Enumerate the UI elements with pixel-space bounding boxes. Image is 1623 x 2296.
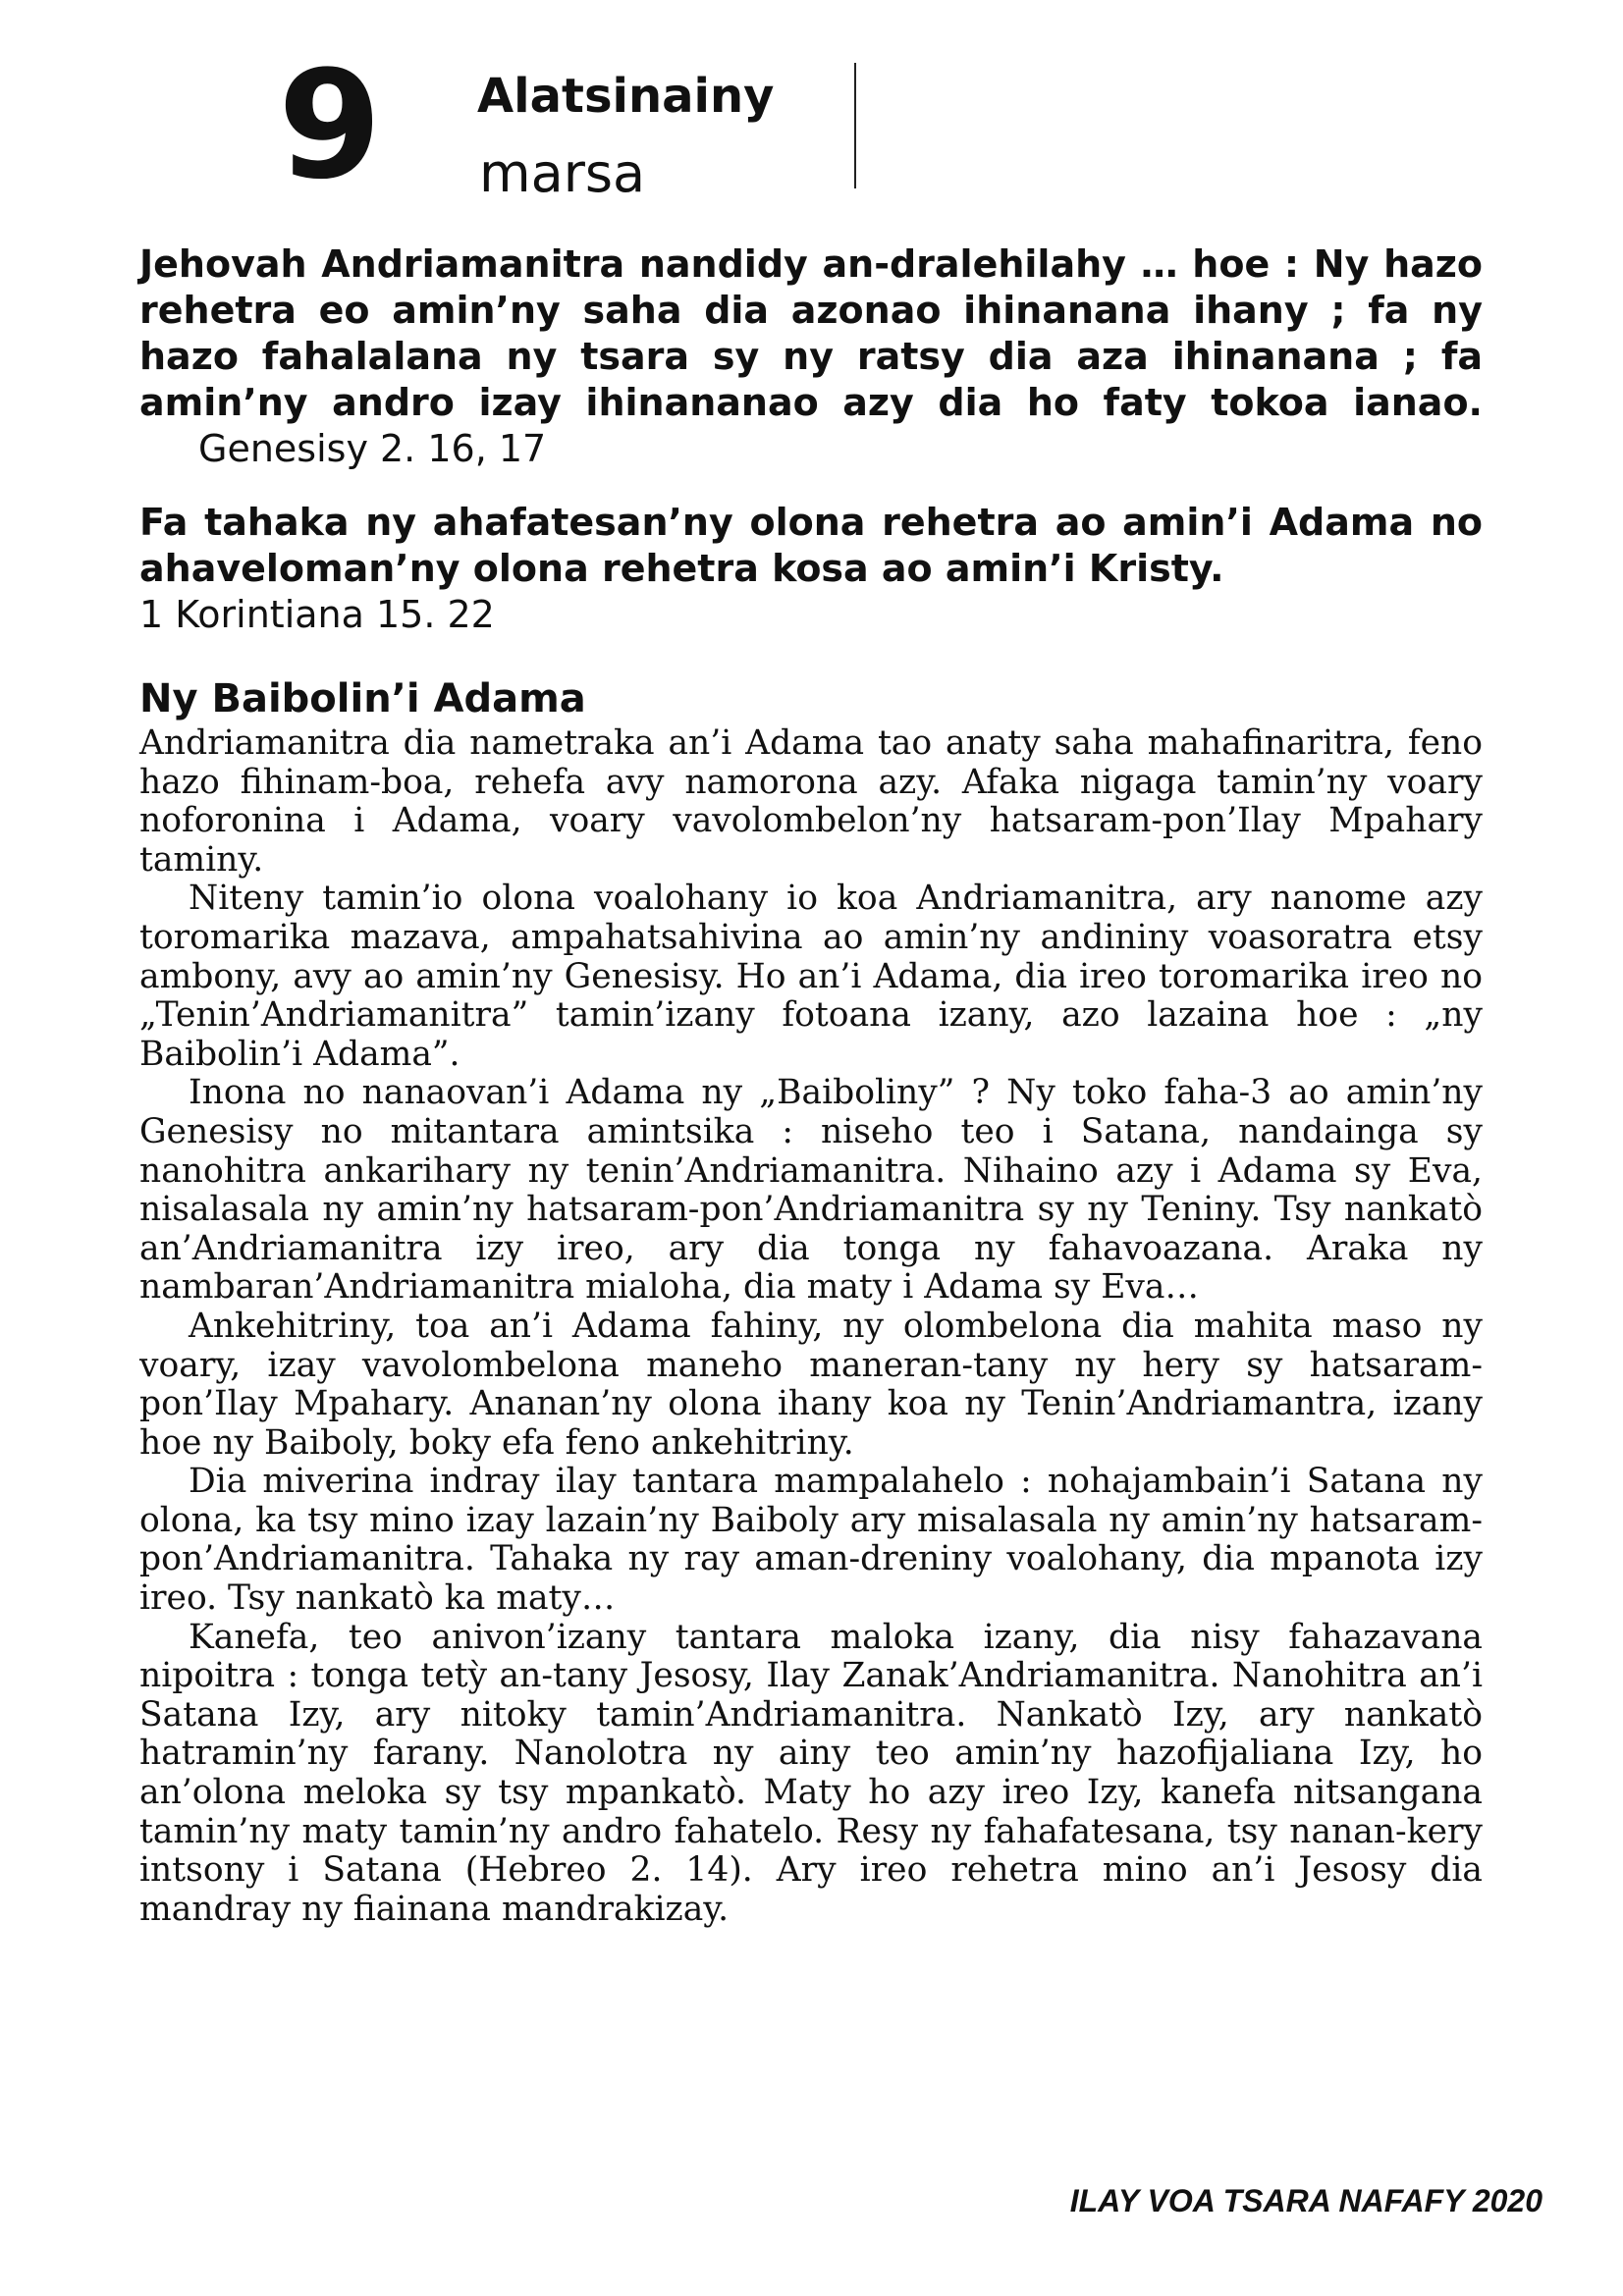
month-label: marsa xyxy=(479,142,646,204)
publication-footer: ILAY VOA TSARA NAFAFY 2020 xyxy=(1069,2183,1542,2218)
article-paragraph: Ankehitriny, toa an’i Adama fahiny, ny olombelona dia mahita maso ny voary, izay vavolombelona maneho maneran-tany ny hery sy hatsaram-pon’Ilay Mpahary. Ananan’ny olona ihany koa ny Tenin’Andriamantra, izany hoe ny Baiboly, boky efa feno ankehitriny. xyxy=(139,1306,1483,1463)
verse-1-reference: Genesisy 2. 16, 17 xyxy=(198,427,547,470)
header-divider xyxy=(854,63,856,188)
article xyxy=(139,673,1483,1929)
day-number: 9 xyxy=(278,38,380,212)
verse-1 xyxy=(139,241,1483,472)
article-body xyxy=(139,724,1483,1929)
verses-block xyxy=(139,241,1483,638)
verse-2-text: Fa tahaka ny ahafatesan’ny olona rehetra ao amin’i Adama no ahaveloman’ny olona rehetra kosa ao amin’i Kristy. xyxy=(139,501,1483,590)
article-paragraph: Kanefa, teo anivon’izany tantara maloka izany, dia nisy fahazavana nipoitra : tonga tetỳ an-tany Jesosy, Ilay Zanak’Andriamanitra. Nanohitra an’i Satana Izy, ary nitoky tamin’Andriamanitra. Nankatò Izy, ary nankatò hatramin’ny farany. Nanolotra ny ainy teo amin’ny hazofijaliana Izy, ho an’olona meloka sy tsy mpankatò. Maty ho azy ireo Izy, kanefa nitsangana tamin’ny maty tamin’ny andro fahatelo. Resy ny fahafatesana, tsy nanan-kery intsony i Satana (Hebreo 2. 14). Ary ireo rehetra mino an’i Jesosy dia mandray ny fiainana mandrakizay. xyxy=(139,1617,1483,1929)
verse-1-text: Jehovah Andriamanitra nandidy an-dralehilahy … hoe : Ny hazo rehetra eo amin’ny saha dia azonao ihinanana ihany ; fa ny hazo fahalalana ny tsara sy ny ratsy dia aza ihinanana ; fa amin’ny andro izay ihinananao azy dia ho faty tokoa ianao. xyxy=(139,242,1483,424)
article-paragraph: Niteny tamin’io olona voalohany io koa Andriamanitra, ary nanome azy toromarika mazava, ampahatsahivina ao amin’ny andininy voasoratra etsy ambony, avy ao amin’ny Genesisy. Ho an’i Adama, dia ireo toromarika ireo no „Tenin’Andriamanitra” tamin’izany fotoana izany, azo lazaina hoe : „ny Baibolin’i Adama”. xyxy=(139,879,1483,1074)
article-paragraph: Inona no nanaovan’i Adama ny „Baiboliny” ? Ny toko faha-3 ao amin’ny Genesisy no mitantara amintsika : niseho teo i Satana, nandainga sy nanohitra ankarihary ny tenin’Andriamanitra. Nihaino azy i Adama sy Eva, nisalasala ny amin’ny hatsaram-pon’Andriamanitra sy ny Teniny. Tsy nankatò an’Andriamanitra izy ireo, ary dia tonga ny fahavoazana. Araka ny nambaran’Andriamanitra mialoha, dia maty i Adama sy Eva… xyxy=(139,1073,1483,1308)
article-paragraph: Andriamanitra dia nametraka an’i Adama tao anaty saha mahafinaritra, feno hazo fihinam-boa, rehefa avy namorona azy. Afaka nigaga tamin’ny voary noforonina i Adama, voary vavolombelon’ny hatsaram-pon’Ilay Mpahary taminy. xyxy=(139,723,1483,880)
weekday-label: Alatsinainy xyxy=(477,69,775,124)
verse-2 xyxy=(139,500,1483,638)
article-title: Ny Baibolin’i Adama xyxy=(139,676,586,721)
article-paragraph: Dia miverina indray ilay tantara mampalahelo : nohajambain’i Satana ny olona, ka tsy mino izay lazain’ny Baiboly ary misalasala ny amin’ny hatsaram-pon’Andriamanitra. Tahaka ny ray aman-dreniny voalohany, dia mpanota izy ireo. Tsy nankatò ka maty… xyxy=(139,1462,1483,1619)
verse-2-reference: 1 Korintiana 15. 22 xyxy=(139,593,495,636)
